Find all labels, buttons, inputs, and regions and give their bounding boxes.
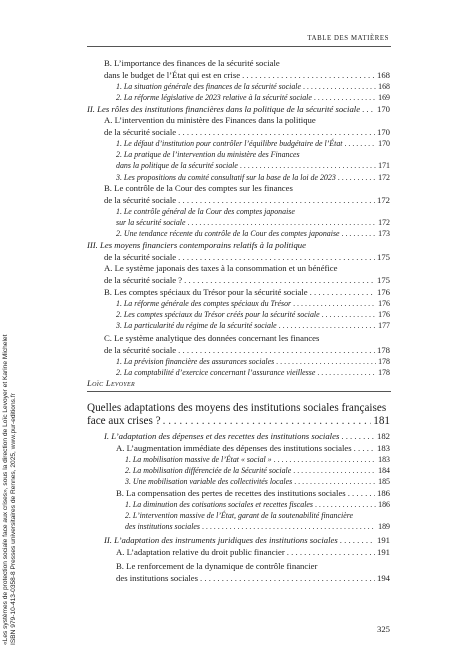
toc-entry — [116, 138, 390, 149]
toc-entry-page: 175 — [376, 275, 390, 285]
toc-entry-title: dans le budget de l’État qui est en crise — [104, 70, 241, 80]
dot-leader — [178, 252, 375, 263]
toc-entry — [116, 81, 390, 92]
toc-entry-title: de la sécurité sociale ? — [104, 275, 183, 285]
toc-entry — [116, 367, 390, 378]
toc-entry-title: Quelles adaptations des moyens des institutions sociales françaises — [87, 402, 387, 414]
toc-entry-page: 172 — [378, 173, 390, 182]
toc-entry-title: A. L’augmentation immédiate des dépenses des institutions sociales — [116, 443, 352, 453]
toc-entry — [116, 149, 390, 160]
toc-entry — [116, 356, 390, 367]
toc-entry-title: 1. Le défaut d’institution pour contrôler l’équilibre budgétaire de l’État — [116, 139, 343, 148]
toc-entry-title: B. La compensation des pertes de recettes des institutions sociales — [116, 488, 346, 498]
dot-leader — [287, 547, 375, 558]
toc-entry-page: 182 — [376, 431, 390, 441]
dot-leader — [274, 454, 377, 465]
dot-leader — [338, 172, 376, 183]
dot-leader — [294, 476, 376, 487]
toc-entry — [116, 573, 390, 584]
toc-entry-page: 186 — [378, 500, 390, 509]
dot-leader — [178, 127, 375, 138]
toc-entry-title: 1. La situation générale des finances de la sécurité sociale — [116, 82, 301, 91]
toc-entry-page: 175 — [376, 252, 390, 262]
toc-entry-page: 178 — [376, 345, 390, 355]
toc-entry — [87, 104, 390, 115]
toc-entry — [104, 70, 390, 81]
toc-entry-page: 171 — [378, 161, 390, 170]
toc-entry — [104, 263, 390, 274]
toc-entry — [125, 454, 390, 465]
toc-entry — [104, 345, 390, 356]
toc-entry — [125, 499, 390, 510]
running-head: TABLE DES MATIÈRES — [307, 35, 389, 42]
toc-entry-title: 1. La diminution des cotisations sociales et recettes fiscales — [125, 500, 313, 509]
toc-entry-title: B. Le renforcement de la dynamique de contrôle financier — [116, 561, 318, 571]
toc-entry — [116, 320, 390, 331]
toc-entry-title: 1. La réforme générale des comptes spéciaux du Trésor — [116, 299, 292, 308]
toc-entry-page: 178 — [378, 357, 390, 366]
toc-entry-page: 170 — [376, 104, 390, 114]
toc-entry — [116, 309, 390, 320]
toc-entry-title: 1. La prévision financière des assurances sociales — [116, 357, 275, 366]
dot-leader — [178, 345, 375, 356]
toc-entry-title: 2. La réforme législative de 2023 relative à la sécurité sociale — [116, 93, 312, 102]
toc-entry-title: face aux crises ? — [87, 415, 161, 427]
toc-entry — [87, 402, 390, 415]
toc-entry — [104, 58, 390, 69]
toc-entry-page: 176 — [376, 287, 390, 297]
toc-entry-title: sur la sécurité sociale — [116, 218, 186, 227]
dot-leader — [310, 287, 375, 298]
toc-entry-page: 186 — [376, 488, 390, 498]
chapter-author: Loïc Levoyer — [87, 378, 135, 388]
toc-entry-title: 2. Les comptes spéciaux du Trésor créés pour la sécurité sociale — [116, 310, 320, 319]
toc-entry-title: B. Le contrôle de la Cour des comptes sur les finances — [104, 183, 293, 193]
toc-entry — [125, 465, 390, 476]
toc-entry — [116, 547, 390, 558]
toc-entry-title: 2. La comptabilité d’exercice concernant l’assurance vieillesse — [116, 368, 316, 377]
toc-entry-title: 2. La pratique de l’intervention du ministère des Finances — [116, 150, 300, 159]
toc-entry-page: 168 — [376, 70, 390, 80]
toc-entry-title: de la sécurité sociale — [104, 127, 177, 137]
toc-entry — [116, 92, 390, 103]
toc-entry-page: 189 — [378, 522, 390, 531]
toc-entry-title: A. L’adaptation relative du droit public financier — [116, 547, 285, 557]
toc-entry-page: 177 — [378, 321, 390, 330]
toc-entry-page: 185 — [378, 477, 390, 486]
toc-entry — [104, 275, 390, 286]
toc-entry-page: 169 — [378, 93, 390, 102]
toc-entry-page: 183 — [376, 443, 390, 453]
dot-leader — [315, 499, 376, 510]
toc-entry — [125, 510, 390, 521]
dot-leader — [276, 356, 376, 367]
toc-entry-page: 191 — [376, 535, 390, 545]
toc-entry — [125, 521, 390, 532]
toc-entry — [104, 183, 390, 194]
dot-leader — [293, 465, 376, 476]
toc-entry — [116, 206, 390, 217]
toc-entry — [104, 535, 390, 546]
toc-entry — [87, 415, 390, 428]
dot-leader — [341, 431, 375, 442]
toc-entry-page: 172 — [376, 195, 390, 205]
toc-entry — [104, 252, 390, 263]
toc-entry — [104, 431, 390, 442]
dot-leader — [340, 535, 375, 546]
toc-entry — [104, 287, 390, 298]
toc-entry — [116, 228, 390, 239]
dot-leader — [293, 298, 376, 309]
toc-entry-title: B. Les comptes spéciaux du Trésor pour la sécurité sociale — [104, 287, 308, 297]
dot-leader — [348, 488, 375, 499]
copyright-line: «Les systèmes de protection sociale face aux crises», sous la direction de Loïc Levoyer et Karine Michelet — [2, 334, 9, 645]
toc-entry-page: 173 — [378, 229, 390, 238]
toc-entry-title: II. Les rôles des institutions financières dans la politique de la sécurité sociale — [87, 104, 361, 114]
toc-entry-page: 168 — [378, 82, 390, 91]
toc-entry-page: 191 — [376, 547, 390, 557]
toc-entry — [104, 195, 390, 206]
dot-leader — [178, 195, 375, 206]
toc-entry-title: 2. L’intervention massive de l’État, garant de la soutenabilité financière — [125, 511, 353, 520]
dot-leader — [202, 521, 376, 532]
toc-entry-title: de la sécurité sociale — [104, 252, 177, 262]
toc-entry — [116, 561, 390, 572]
toc-entry-title: de la sécurité sociale — [104, 345, 177, 355]
toc-entry-title: A. Le système japonais des taxes à la consommation et un bénéfice — [104, 263, 338, 273]
toc-entry — [116, 488, 390, 499]
toc-entry-title: 2. Une tendance récente du contrôle de la Cour des comptes japonaise — [116, 229, 340, 238]
dot-leader — [354, 443, 375, 454]
toc-entry — [104, 115, 390, 126]
dot-leader — [342, 228, 377, 239]
toc-entry-page: 176 — [378, 299, 390, 308]
toc-entry-page: 176 — [378, 310, 390, 319]
toc-entry-page: 181 — [373, 415, 390, 427]
toc-entry-title: A. L’intervention du ministère des Finances dans la politique — [104, 115, 316, 125]
toc-entry — [116, 172, 390, 183]
dot-leader — [279, 320, 377, 331]
toc-entry-title: 3. Une mobilisation variable des collectivités locales — [125, 477, 293, 486]
toc-entry — [104, 333, 390, 344]
toc-entry-title: des institutions sociales — [116, 573, 199, 583]
dot-leader — [240, 160, 376, 171]
dot-leader — [362, 104, 375, 115]
toc-entry-title: II. L’adaptation des instruments juridiques des institutions sociales — [104, 535, 338, 545]
dot-leader — [303, 81, 376, 92]
toc-entry-page: 170 — [378, 139, 390, 148]
toc-entry — [116, 443, 390, 454]
toc-entry-title: I. L’adaptation des dépenses et des recettes des institutions sociales — [104, 431, 340, 441]
toc-entry-title: 3. La particularité du régime de la sécurité sociale — [116, 321, 277, 330]
dot-leader — [242, 70, 375, 81]
toc-entry-page: 184 — [378, 466, 390, 475]
toc-entry-page: 178 — [378, 368, 390, 377]
toc-entry-title: 1. La mobilisation massive de l’État « social » — [125, 455, 272, 464]
toc-entry-title: C. Le système analytique des données concernant les finances — [104, 333, 320, 343]
dot-leader — [187, 217, 376, 228]
toc-entry — [116, 217, 390, 228]
dot-leader — [163, 415, 372, 428]
toc-entry-title: 3. Les propositions du comité consultatif sur la base de la loi de 2023 — [116, 173, 336, 182]
toc-entry-title: dans la politique de la sécurité sociale — [116, 161, 238, 170]
isbn-line: ISBN 979-10-413-0358-8 Presses universitaires de Rennes, 2025, www.pur-editions.fr — [10, 393, 18, 645]
page-number: 325 — [376, 624, 390, 634]
toc-entry — [87, 240, 390, 251]
toc-entry — [116, 160, 390, 171]
toc-entry — [104, 127, 390, 138]
toc-entry-page: 194 — [376, 573, 390, 583]
dot-leader — [314, 92, 376, 103]
dot-leader — [200, 573, 375, 584]
toc-entry — [125, 476, 390, 487]
author-rule — [87, 391, 391, 392]
toc-entry-title: des institutions sociales — [125, 522, 200, 531]
toc-entry — [116, 298, 390, 309]
toc-entry-title: 1. Le contrôle général de la Cour des comptes japonaise — [116, 207, 295, 216]
dot-leader — [184, 275, 375, 286]
toc-entry-title: B. L’importance des finances de la sécurité sociale — [104, 58, 280, 68]
toc-entry-page: 172 — [378, 218, 390, 227]
dot-leader — [317, 367, 376, 378]
toc-entry-page: 183 — [378, 455, 390, 464]
toc-entry-title: 2. La mobilisation différenciée de la Sécurité sociale — [125, 466, 292, 475]
toc-entry-page: 170 — [376, 127, 390, 137]
toc-entry-title: de la sécurité sociale — [104, 195, 177, 205]
dot-leader — [344, 138, 376, 149]
toc-entry-title: III. Les moyens financiers contemporains relatifs à la politique — [87, 240, 307, 250]
dot-leader — [322, 309, 377, 320]
